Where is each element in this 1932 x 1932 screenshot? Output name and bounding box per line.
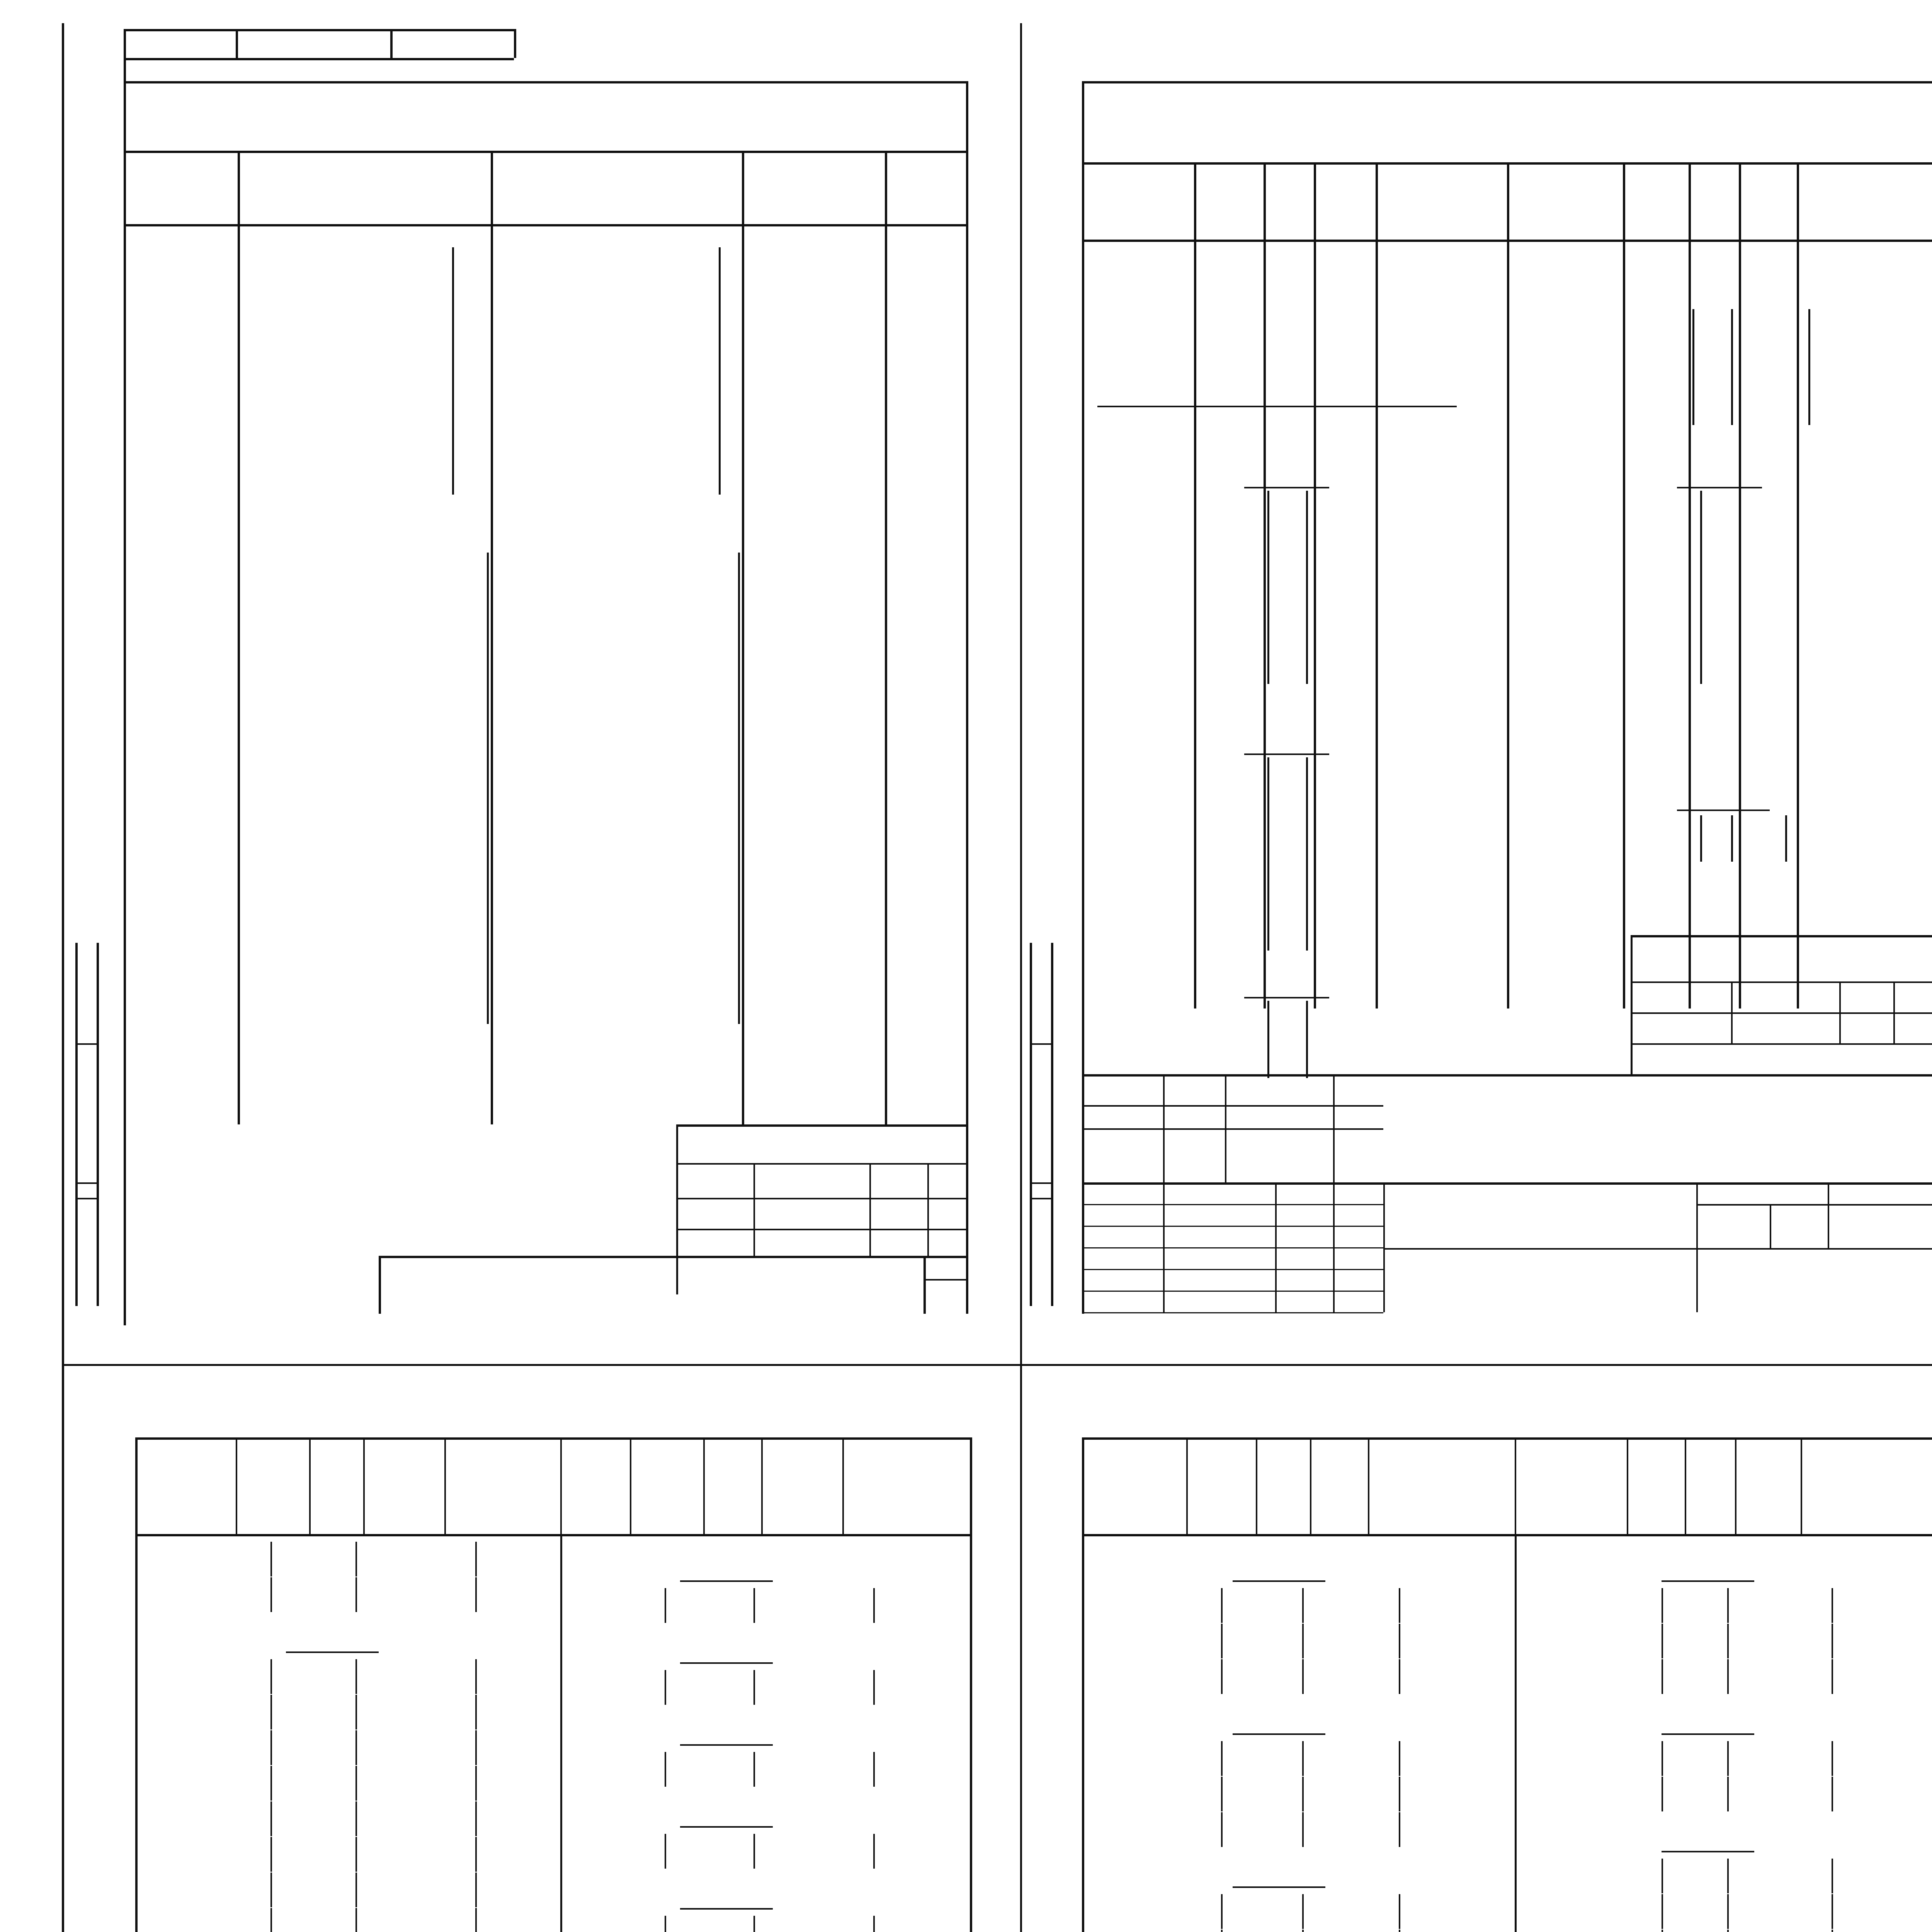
rule-line: [1306, 1001, 1308, 1078]
rule-line: [1731, 981, 1733, 1043]
rule-line: [753, 1834, 755, 1869]
rule-line: [475, 1766, 477, 1801]
rule-line: [1399, 1741, 1400, 1776]
rule-line: [1662, 1894, 1663, 1929]
rule-line: [1302, 1777, 1304, 1811]
rule-line: [1256, 1437, 1257, 1534]
rule-line: [738, 553, 740, 1024]
rule-line: [630, 1437, 631, 1534]
rule-line: [270, 1730, 272, 1765]
rule-line: [1832, 1777, 1833, 1811]
rule-line: [475, 1695, 477, 1730]
rule-line: [355, 1908, 357, 1932]
rule-line: [1631, 935, 1932, 937]
rule-line: [1244, 753, 1329, 755]
rule-line: [1739, 491, 1741, 684]
rule-line: [1662, 1777, 1663, 1811]
rule-line: [124, 58, 514, 60]
rule-line: [1797, 162, 1799, 1009]
rule-line: [379, 1256, 966, 1258]
rule-line: [124, 58, 126, 1325]
rule-line: [124, 29, 514, 31]
rule-line: [1221, 1777, 1223, 1811]
rule-line: [1677, 487, 1762, 488]
rule-line: [680, 1662, 773, 1664]
rule-line: [355, 1730, 357, 1765]
rule-line: [1082, 1074, 1932, 1077]
rule-line: [719, 247, 721, 495]
rule-line: [873, 1670, 875, 1705]
rule-line: [1832, 1930, 1833, 1932]
rule-line: [1302, 1741, 1304, 1776]
rule-line: [1030, 943, 1032, 1306]
rule-line: [873, 1752, 875, 1787]
rule-line: [452, 247, 454, 495]
rule-line: [270, 1908, 272, 1932]
rule-line: [1700, 815, 1702, 862]
rule-line: [1662, 1930, 1663, 1932]
rule-line: [1515, 1437, 1516, 1534]
rule-line: [75, 1043, 97, 1045]
rule-line: [1832, 1588, 1833, 1623]
rule-line: [1696, 1204, 1932, 1206]
rule-line: [1082, 1437, 1932, 1440]
rule-line: [390, 29, 393, 58]
rule-line: [753, 1752, 755, 1787]
rule-line: [1244, 997, 1329, 998]
rule-line: [1399, 1812, 1400, 1847]
rule-line: [1731, 815, 1733, 862]
rule-line: [1082, 1534, 1932, 1536]
rule-line: [1082, 1247, 1383, 1248]
rule-line: [753, 1163, 755, 1256]
rule-line: [475, 1542, 477, 1577]
rule-line: [238, 151, 240, 1124]
rule-line: [355, 1695, 357, 1730]
rule-line: [1030, 1182, 1051, 1184]
rule-line: [1221, 1659, 1223, 1694]
rule-line: [270, 1837, 272, 1872]
rule-line: [236, 29, 238, 58]
rule-line: [1333, 1074, 1335, 1182]
rule-line: [1685, 1437, 1686, 1534]
rule-line: [873, 1834, 875, 1869]
rule-line: [1082, 1105, 1383, 1107]
rule-line: [842, 1437, 844, 1534]
rule-line: [475, 1577, 477, 1612]
rule-line: [1302, 1659, 1304, 1694]
rule-line: [355, 1801, 357, 1836]
rule-line: [1082, 1226, 1383, 1227]
rule-line: [62, 23, 64, 1932]
rule-line: [1399, 1894, 1400, 1929]
rule-line: [1832, 1894, 1833, 1929]
rule-line: [923, 1279, 966, 1281]
rule-line: [1082, 1291, 1383, 1292]
rule-line: [1515, 1534, 1517, 1932]
rule-line: [124, 151, 966, 153]
rule-line: [1631, 1043, 1932, 1045]
rule-line: [1163, 1182, 1165, 1312]
rule-line: [1383, 1182, 1385, 1312]
rule-line: [1051, 943, 1053, 1306]
rule-line: [1727, 1859, 1729, 1893]
rule-line: [676, 1124, 678, 1294]
rule-line: [135, 1437, 970, 1440]
rule-line: [1221, 1812, 1223, 1847]
rule-line: [1727, 1741, 1729, 1776]
rule-line: [966, 81, 968, 1314]
rule-line: [1275, 1182, 1277, 1312]
rule-line: [363, 1437, 365, 1534]
rule-line: [1221, 1624, 1223, 1658]
rule-line: [753, 1670, 755, 1705]
rule-line: [1662, 1580, 1754, 1582]
rule-line: [75, 1198, 97, 1199]
rule-line: [1302, 1930, 1304, 1932]
rule-line: [124, 29, 126, 58]
rule-line: [270, 1695, 272, 1730]
rule-line: [1631, 935, 1633, 1074]
rule-line: [1785, 815, 1787, 862]
rule-line: [1221, 1894, 1223, 1929]
rule-line: [1030, 1198, 1051, 1199]
rule-line: [491, 151, 493, 1124]
rule-line: [1727, 1588, 1729, 1623]
rule-line: [75, 943, 78, 1306]
rule-line: [1696, 1182, 1698, 1312]
rule-line: [1727, 1624, 1729, 1658]
rule-line: [135, 1437, 138, 1932]
rule-line: [1082, 1312, 1383, 1313]
rule-line: [1731, 309, 1733, 425]
rule-line: [1267, 1001, 1269, 1078]
rule-line: [1314, 162, 1316, 1009]
rule-line: [1631, 1012, 1932, 1014]
rule-line: [742, 151, 744, 1124]
rule-line: [665, 1752, 666, 1787]
rule-line: [560, 1437, 562, 1534]
rule-line: [970, 1437, 972, 1932]
rule-line: [475, 1908, 477, 1932]
rule-line: [1727, 1659, 1729, 1694]
rule-line: [1677, 810, 1770, 811]
rule-line: [1082, 81, 1932, 83]
rule-line: [873, 1588, 875, 1623]
rule-line: [475, 1837, 477, 1872]
rule-line: [1662, 1741, 1663, 1776]
rule-line: [665, 1588, 666, 1623]
rule-line: [379, 1256, 381, 1314]
rule-line: [1662, 1851, 1754, 1852]
rule-line: [1832, 1659, 1833, 1694]
rule-line: [1832, 1624, 1833, 1658]
rule-line: [1399, 1777, 1400, 1811]
rule-line: [1399, 1659, 1400, 1694]
rule-line: [355, 1837, 357, 1872]
rule-line: [1082, 1437, 1084, 1932]
rule-line: [885, 151, 887, 1124]
rule-line: [1770, 1204, 1771, 1248]
rule-line: [665, 1834, 666, 1869]
rule-line: [135, 1534, 970, 1536]
rule-line: [1233, 1580, 1325, 1582]
rule-line: [1306, 757, 1308, 951]
rule-line: [1306, 491, 1308, 684]
rule-line: [1692, 309, 1694, 425]
rule-line: [270, 1766, 272, 1801]
rule-line: [1828, 1182, 1829, 1248]
rule-line: [1689, 162, 1691, 1009]
rule-line: [753, 1588, 755, 1623]
rule-line: [676, 1229, 966, 1230]
rule-line: [1082, 1128, 1383, 1130]
rule-line: [97, 943, 99, 1306]
rule-line: [1267, 491, 1269, 684]
rule-line: [475, 1801, 477, 1836]
rule-line: [753, 1916, 755, 1932]
rule-line: [1893, 981, 1895, 1043]
rule-line: [1839, 981, 1841, 1043]
rule-line: [665, 1670, 666, 1705]
rule-line: [286, 1651, 379, 1653]
rule-line: [1310, 1437, 1311, 1534]
rule-line: [680, 1908, 773, 1910]
rule-line: [927, 1163, 929, 1256]
rule-line: [1399, 1588, 1400, 1623]
rule-line: [124, 224, 966, 226]
rule-line: [1662, 1588, 1663, 1623]
rule-line: [1267, 757, 1269, 951]
rule-line: [1097, 406, 1457, 407]
rule-line: [560, 1534, 562, 1932]
rule-line: [1082, 1269, 1383, 1270]
rule-line: [676, 1163, 966, 1165]
rule-line: [1302, 1812, 1304, 1847]
rule-line: [1221, 1930, 1223, 1932]
rule-line: [703, 1437, 705, 1534]
rule-line: [1801, 1437, 1802, 1534]
rule-line: [1662, 1624, 1663, 1658]
rule-line: [1368, 1437, 1369, 1534]
rule-line: [676, 1124, 966, 1127]
rule-line: [1735, 1437, 1736, 1534]
rule-line: [873, 1916, 875, 1932]
rule-line: [1832, 1741, 1833, 1776]
rule-line: [1221, 1588, 1223, 1623]
rule-line: [680, 1826, 773, 1828]
rule-line: [680, 1744, 773, 1746]
rule-line: [1700, 491, 1702, 684]
rule-line: [1662, 1733, 1754, 1735]
rule-line: [1186, 1437, 1188, 1534]
rule-line: [1727, 1930, 1729, 1932]
rule-line: [1302, 1624, 1304, 1658]
rule-line: [1233, 1886, 1325, 1888]
rule-line: [676, 1198, 966, 1199]
rule-line: [1376, 162, 1378, 1009]
rule-line: [1163, 1074, 1165, 1182]
rule-line: [270, 1872, 272, 1907]
rule-line: [1225, 1074, 1226, 1182]
rule-line: [1333, 1182, 1335, 1312]
rule-line: [270, 1801, 272, 1836]
rule-line: [475, 1730, 477, 1765]
rule-line: [680, 1580, 773, 1582]
rule-line: [355, 1577, 357, 1612]
rule-line: [1727, 1894, 1729, 1929]
rule-line: [355, 1766, 357, 1801]
rule-line: [1244, 487, 1329, 488]
rule-line: [1662, 1659, 1663, 1694]
rule-line: [1194, 162, 1196, 1009]
rule-line: [1082, 1204, 1383, 1205]
rule-line: [1808, 309, 1810, 425]
rule-line: [1233, 1733, 1325, 1735]
rule-line: [475, 1872, 477, 1907]
rule-line: [124, 81, 966, 83]
rule-line: [761, 1437, 763, 1534]
rule-line: [444, 1437, 446, 1534]
rule-line: [475, 1659, 477, 1694]
rule-line: [355, 1659, 357, 1694]
rule-line: [1507, 162, 1509, 1009]
rule-line: [1627, 1437, 1628, 1534]
rule-line: [1832, 1859, 1833, 1893]
rule-line: [1264, 162, 1266, 1009]
rule-line: [62, 1364, 1932, 1366]
rule-line: [270, 1542, 272, 1577]
rule-line: [1662, 1859, 1663, 1893]
rule-line: [923, 1256, 926, 1314]
rule-line: [270, 1577, 272, 1612]
rule-line: [1383, 1248, 1932, 1250]
rule-line: [487, 553, 489, 1024]
rule-line: [1030, 1043, 1051, 1045]
rule-line: [1020, 23, 1022, 1932]
rule-line: [309, 1437, 311, 1534]
rule-line: [1399, 1930, 1400, 1932]
rule-line: [514, 29, 516, 58]
rule-line: [1727, 1777, 1729, 1811]
rule-line: [1302, 1588, 1304, 1623]
rule-line: [355, 1542, 357, 1577]
rule-line: [869, 1163, 871, 1256]
rule-line: [1082, 1182, 1383, 1184]
rule-line: [1302, 1894, 1304, 1929]
rule-line: [270, 1659, 272, 1694]
rule-line: [1623, 162, 1625, 1009]
rule-line: [236, 1437, 237, 1534]
rule-line: [355, 1872, 357, 1907]
rule-line: [1631, 981, 1932, 983]
rule-line: [1399, 1624, 1400, 1658]
rule-line: [75, 1182, 97, 1184]
rule-line: [665, 1916, 666, 1932]
rule-line: [1221, 1741, 1223, 1776]
